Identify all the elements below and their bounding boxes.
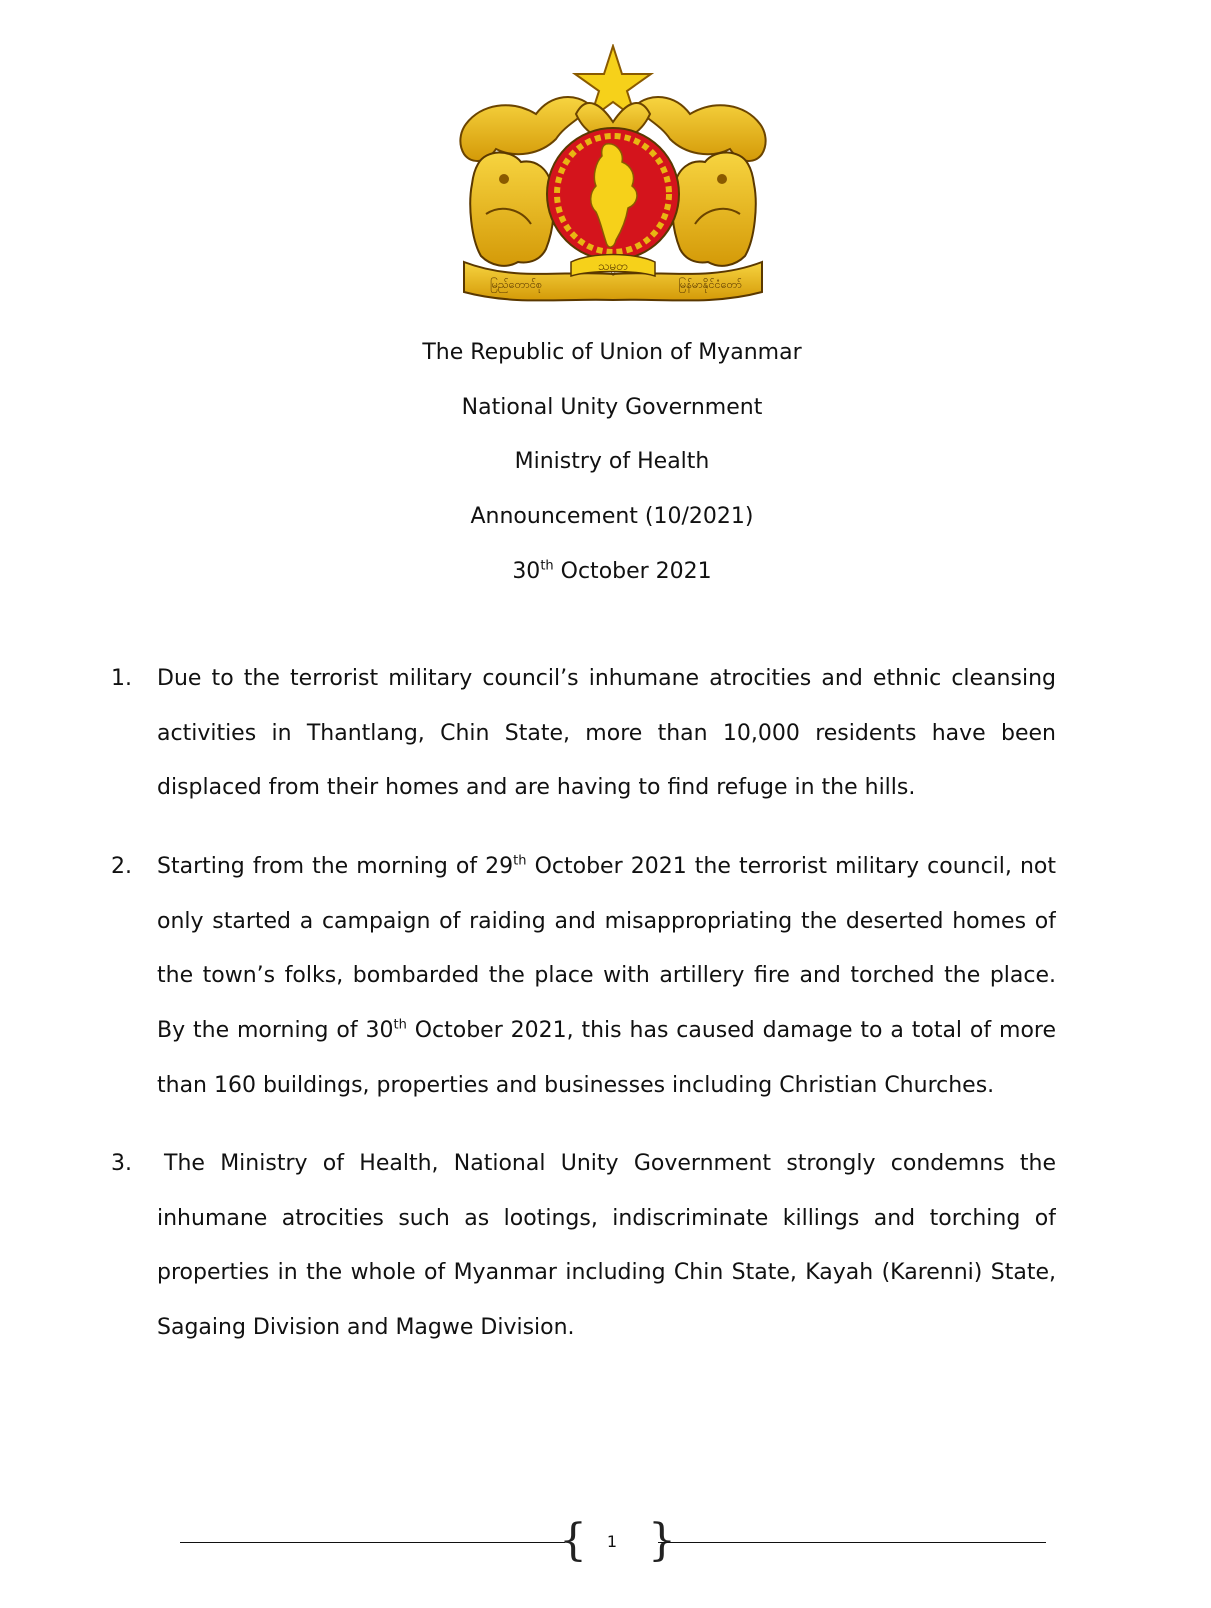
footer-rule-right (658, 1542, 1046, 1543)
republic-title: The Republic of Union of Myanmar (422, 340, 802, 365)
paragraph-body (157, 1137, 1056, 1356)
document-header (0, 333, 1211, 606)
state-seal (456, 44, 770, 306)
footer-rule-left (180, 1542, 565, 1543)
announcement-number: Announcement (10/2021) (470, 504, 754, 530)
government-title: National Unity Government (461, 394, 763, 420)
page-number: 1 (606, 1532, 618, 1551)
paragraph-line: Starting from the morning of 29th October 2021 the terrorist military council, not (157, 853, 1056, 879)
paragraph-line: the town’s folks, bombarded the place with artillery fire and torched the place. (157, 963, 1056, 989)
date-suffix: th (540, 558, 554, 574)
announcement-date (0, 552, 1211, 607)
paragraph-line: only started a campaign of raiding and misappropriating the deserted homes of (157, 908, 1056, 934)
paragraph-number: 3. (111, 1151, 132, 1176)
state-seal-icon (456, 44, 770, 306)
paragraph-line: By the morning of 30th October 2021, this has caused damage to a total of more (157, 1017, 1056, 1044)
ministry-title: Ministry of Health (514, 449, 710, 475)
svg-text:သမ္မတ: သမ္မတ (597, 259, 629, 273)
paragraph-line: properties in the whole of Myanmar including Chin State, Kayah (Karenni) State, (157, 1260, 1056, 1286)
paragraph-line: inhumane atrocities such as lootings, indiscriminate killings and torching of (157, 1205, 1056, 1231)
left-brace-icon: { (559, 1515, 587, 1566)
paragraph-line: Due to the terrorist military council’s inhumane atrocities and ethnic cleansing (157, 666, 1056, 691)
date-day: 30 (512, 558, 541, 584)
paragraph-body (157, 652, 1056, 816)
right-brace-icon: } (648, 1515, 676, 1566)
paragraph-number: 1. (111, 666, 132, 691)
paragraph-line: activities in Thantlang, Chin State, more than 10,000 residents have been (157, 720, 1056, 746)
svg-text:မြန်မာနိုင်ငံတော်: မြန်မာနိုင်ငံတော် (678, 278, 742, 291)
date-rest: October 2021 (553, 558, 712, 584)
paragraph-line: Sagaing Division and Magwe Division. (157, 1315, 575, 1341)
svg-text:မြည်တောင်စု: မြည်တောင်စု (489, 278, 543, 291)
page-footer (180, 1515, 1046, 1566)
paragraph-line: displaced from their homes and are having to find refuge in the hills. (157, 775, 916, 801)
paragraph-line: The Ministry of Health, National Unity Government strongly condemns the (164, 1151, 1056, 1176)
paragraph-body (157, 840, 1056, 1113)
paragraph-line: than 160 buildings, properties and businesses including Christian Churches. (157, 1072, 995, 1098)
paragraph-number: 2. (111, 854, 132, 879)
